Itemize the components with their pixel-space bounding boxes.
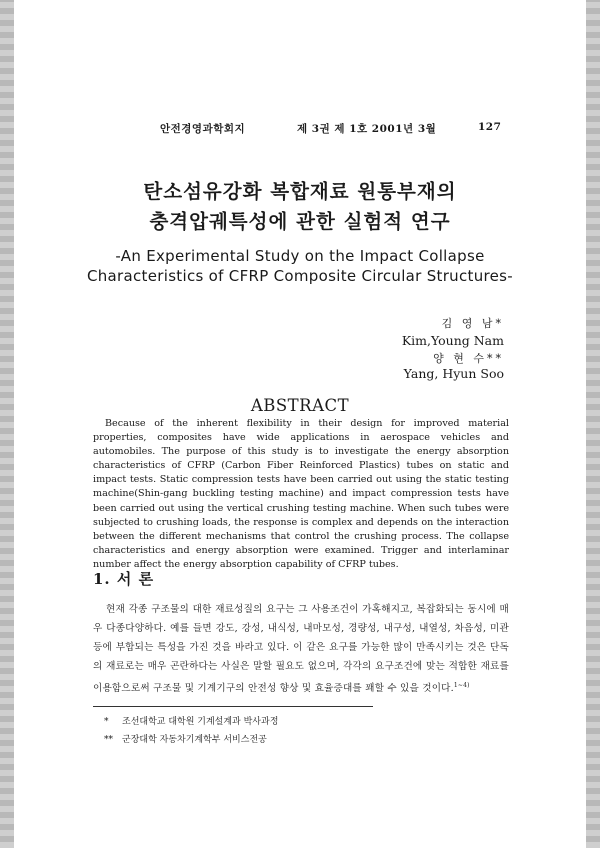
- citation-marker: 1~4): [453, 682, 470, 689]
- introduction-text: 현재 각종 구조물의 대한 재료성질의 요구는 그 사용조건이 가혹해지고, 복잡화되는 동시에 매우 다종다양하다. 예를 들면 강도, 강성, 내식성, 내마모성, 경량성, 내구성, 내열성, 차음성, 미관등에 부합되는 특성을 가진 것을 바라고 있다. 이 같은 요구를 가능한 많이 만족시키는 것은 단독의 재료로는 매우 곤란하다는 사실은 말할 필요도 없으며, 각각의 요구조건에 맞는 적합한 재료를 이용함으로써 구조물 및 기계기구의 안전성 향상 및 효율증대를 꽤할 수 있을 것이다.: [93, 604, 509, 695]
- author1-english: Kim,Young Nam: [401, 333, 504, 348]
- journal-name: 안전경영과학회지: [160, 123, 246, 135]
- issue-info: 제 3권 제 1호 2001년 3월: [297, 123, 437, 135]
- abstract-heading: ABSTRACT: [250, 396, 350, 415]
- footnote-divider: [93, 706, 373, 707]
- introduction-paragraph: [93, 600, 509, 698]
- author1-korean: 김 영 남*: [441, 317, 504, 330]
- footnote-1-mark: *: [104, 717, 109, 727]
- page-number: 127: [478, 121, 502, 133]
- section-heading-introduction: 1. 서 론: [93, 570, 155, 588]
- author2-korean: 양 현 수**: [433, 352, 504, 365]
- footnote-1-text: 조선대학교 대학원 기계설계과 박사과정: [122, 717, 279, 727]
- title-korean-line1: 탄소섬유강화 복합재료 원통부재의: [143, 180, 457, 203]
- author2-english: Yang, Hyun Soo: [403, 366, 504, 381]
- abstract-text: Because of the inherent flexibility in their design for improved material properties, composites have wide applications in aerospace vehicles and automobiles. The purpose of this study is to investigate the energy absorption characteristics of CFRP (Carbon Fiber Reinforced Plastics) tubes on static and impact tests. Static compression tests have been carried out using the static testing machine(Shin-gang buckling testing machine) and impact compression tests have been carried out using the vertical crushing testing machine. When such tubes were subjected to crushing loads, the response is complex and depends on the interaction between the different mechanisms that control the crushing process. The collapse characteristics and energy absorption were examined. Trigger and interlaminar number affect the energy absorption capability of CFRP tubes.: [93, 418, 509, 570]
- title-english-line1: -An Experimental Study on the Impact Collapse: [115, 247, 485, 265]
- title-english-line2: Characteristics of CFRP Composite Circular Structures-: [86, 267, 514, 285]
- title-korean-line2: 충격압궤특성에 관한 실험적 연구: [149, 210, 451, 233]
- footnote-2-mark: **: [104, 735, 113, 745]
- footnote-1: [104, 714, 278, 727]
- footnote-2: [104, 732, 267, 745]
- footnote-2-text: 군장대학 자동차기계학부 서비스전공: [122, 735, 267, 745]
- running-header: [0, 121, 600, 137]
